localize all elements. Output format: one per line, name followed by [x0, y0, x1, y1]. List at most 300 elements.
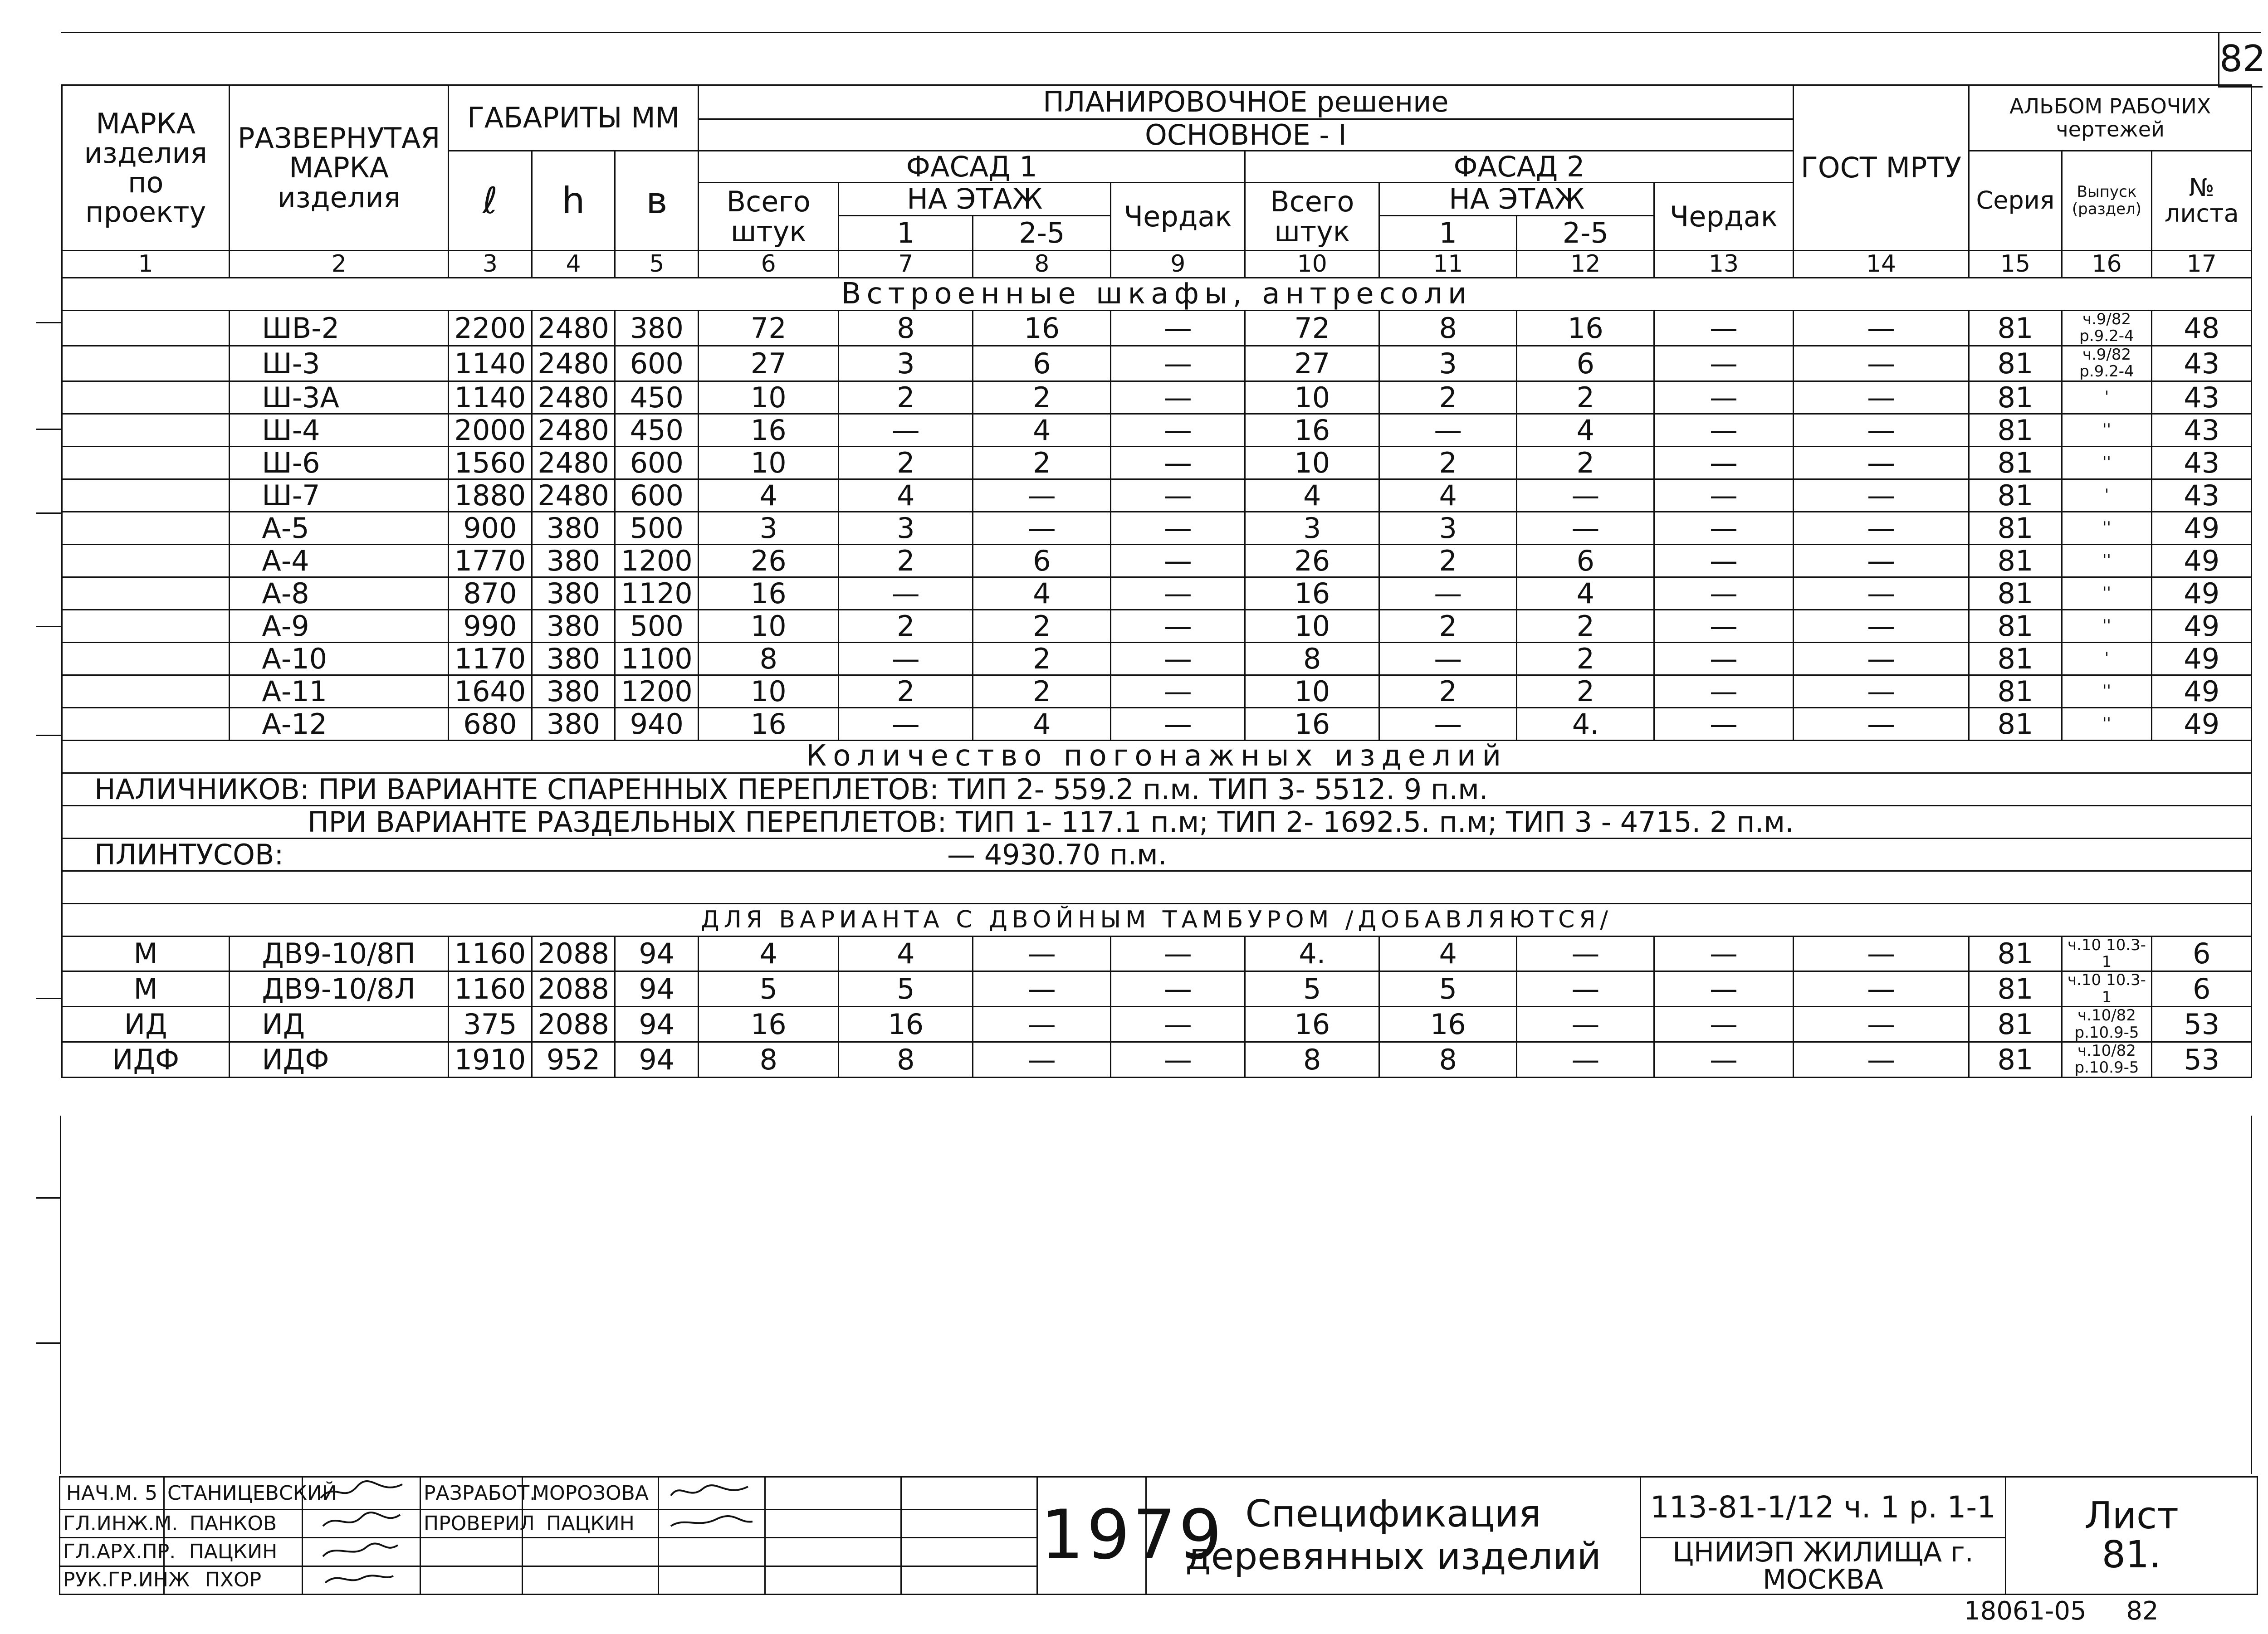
table-cell: — — [1654, 936, 1793, 971]
table-cell: 4 — [973, 577, 1111, 610]
table-cell: — — [1517, 1007, 1654, 1042]
table-cell: 4 — [973, 707, 1111, 740]
table-cell: Ш-7 — [230, 479, 449, 512]
table-cell: 81 — [1969, 1007, 2062, 1042]
header-na-etazh-label: НА ЭТАЖ — [1380, 183, 1653, 216]
header-cherdak-2: Чердак — [1654, 183, 1793, 251]
table-cell: 2 — [973, 642, 1111, 675]
header-b: в — [615, 151, 699, 251]
table-cell: А-11 — [230, 675, 449, 707]
table-cell: А-9 — [230, 610, 449, 642]
table-cell: — — [1793, 675, 1969, 707]
signature-image — [316, 1567, 407, 1590]
table-cell: 81 — [1969, 479, 2062, 512]
table-cell: 16 — [699, 1007, 839, 1042]
table-cell: 49 — [2152, 642, 2252, 675]
table-cell: — — [1654, 1007, 1793, 1042]
table-cell: 2480 — [532, 479, 615, 512]
table-cell: 2480 — [532, 311, 615, 346]
table-cell: 940 — [615, 707, 699, 740]
table-cell: 900 — [449, 512, 532, 544]
table-cell: 43 — [2152, 479, 2252, 512]
table-cell: — — [1517, 971, 1654, 1007]
tb-signature-3 — [303, 1538, 420, 1566]
binding-mark — [36, 735, 61, 736]
binding-mark — [36, 998, 61, 999]
table-cell: — — [1793, 577, 1969, 610]
table-cell — [62, 544, 230, 577]
table-cell: — — [1654, 642, 1793, 675]
table-cell: 8 — [839, 1042, 973, 1077]
tb-signature-2 — [303, 1510, 420, 1538]
tb-signature-1 — [303, 1477, 420, 1510]
table-cell: 16 — [1245, 414, 1379, 446]
table-cell: — — [973, 479, 1111, 512]
table-cell: 81 — [1969, 971, 2062, 1007]
table-cell: 500 — [615, 610, 699, 642]
table-cell: ꞌꞌ — [2062, 610, 2152, 642]
table-cell: — — [839, 577, 973, 610]
table-cell: 600 — [615, 446, 699, 479]
table-cell: 500 — [615, 512, 699, 544]
tb-name-3: ПАЦКИН — [164, 1538, 303, 1566]
table-cell: 3 — [699, 512, 839, 544]
table-cell: 81 — [1969, 512, 2062, 544]
table-cell: 94 — [615, 1042, 699, 1077]
table-cell: — — [1379, 577, 1517, 610]
table-cell: 2480 — [532, 414, 615, 446]
tb-cell — [901, 1538, 1037, 1566]
table-row — [62, 675, 2252, 707]
binding-mark — [36, 512, 61, 514]
table-cell: — — [839, 707, 973, 740]
table-cell: 26 — [699, 544, 839, 577]
table-cell: 2 — [1517, 642, 1654, 675]
table-cell: 81 — [1969, 544, 2062, 577]
tb-name-4: ПХОР — [164, 1566, 303, 1594]
table-row — [62, 936, 2252, 971]
table-cell: 4 — [1379, 479, 1517, 512]
table-cell — [62, 346, 230, 381]
footer-stamp — [1964, 1596, 2159, 1626]
column-number: 8 — [973, 251, 1111, 278]
table-cell: 2 — [1379, 381, 1517, 414]
table-cell: 1160 — [449, 936, 532, 971]
table-cell: А-12 — [230, 707, 449, 740]
table-cell: 6 — [1517, 544, 1654, 577]
empty-row — [62, 871, 2252, 903]
header-vypusk: Выпуск (раздел) — [2062, 151, 2152, 251]
table-cell: 4. — [1245, 936, 1379, 971]
table-cell: — — [1793, 707, 1969, 740]
header-fasad1: ФАСАД 1 — [699, 151, 1245, 183]
footer-code: 18061-05 — [1964, 1596, 2087, 1626]
table-cell: 2088 — [532, 1007, 615, 1042]
table-row — [62, 446, 2252, 479]
table-cell: — — [1654, 479, 1793, 512]
tb-list-label: Лист — [2084, 1494, 2179, 1537]
header-gabarity: ГАБАРИТЫ ММ — [449, 85, 699, 151]
table-cell: 6 — [1517, 346, 1654, 381]
top-border-line — [61, 32, 2261, 33]
table-cell: 8 — [1379, 311, 1517, 346]
table-cell: 2 — [973, 381, 1111, 414]
table-cell: 49 — [2152, 675, 2252, 707]
column-number: 5 — [615, 251, 699, 278]
table-cell: — — [1793, 1007, 1969, 1042]
header-etazh-2-5: 2-5 — [1562, 216, 1608, 249]
table-cell: 16 — [1245, 707, 1379, 740]
header-na-etazh-label: НА ЭТАЖ — [839, 183, 1110, 216]
tb-cell — [659, 1566, 765, 1594]
table-cell: 81 — [1969, 642, 2062, 675]
table-cell: 1140 — [449, 346, 532, 381]
table-cell: ч.10/82 р.10.9-5 — [2062, 1042, 2152, 1077]
header-fasad2: ФАСАД 2 — [1245, 151, 1793, 183]
table-cell: 4 — [839, 479, 973, 512]
table-cell: — — [1654, 971, 1793, 1007]
table-cell: 1880 — [449, 479, 532, 512]
table-cell: 1100 — [615, 642, 699, 675]
table-cell: — — [1111, 512, 1245, 544]
table-cell: — — [1793, 346, 1969, 381]
header-gost: ГОСТ МРТУ — [1793, 85, 1969, 251]
table-cell — [62, 446, 230, 479]
table-cell: — — [1111, 971, 1245, 1007]
table-cell: 4 — [973, 414, 1111, 446]
table-cell: 1140 — [449, 381, 532, 414]
table-cell: — — [1111, 675, 1245, 707]
table-cell — [62, 311, 230, 346]
table-cell: — — [839, 642, 973, 675]
tb-list-value: 81. — [2102, 1533, 2161, 1576]
table-cell — [62, 414, 230, 446]
column-number: 11 — [1379, 251, 1517, 278]
table-cell — [62, 707, 230, 740]
header-etazh-1: 1 — [1380, 216, 1517, 250]
table-cell: ꞌꞌ — [2062, 512, 2152, 544]
table-cell: 2088 — [532, 971, 615, 1007]
table-cell: ꞌꞌ — [2062, 577, 2152, 610]
table-row — [62, 577, 2252, 610]
table-cell: 81 — [1969, 577, 2062, 610]
table-cell: — — [1517, 1042, 1654, 1077]
section1-title: Встроенные шкафы, антресоли — [62, 278, 2252, 311]
column-number: 10 — [1245, 251, 1379, 278]
table-cell: ИД — [230, 1007, 449, 1042]
table-row — [62, 346, 2252, 381]
table-row — [62, 1042, 2252, 1077]
header-cherdak-1: Чердак — [1111, 183, 1245, 251]
table-cell: ꞌꞌ — [2062, 675, 2152, 707]
table-cell: 5 — [839, 971, 973, 1007]
table-cell: 2 — [1517, 675, 1654, 707]
table-cell: — — [1793, 311, 1969, 346]
table-cell: 2 — [839, 544, 973, 577]
column-number: 4 — [532, 251, 615, 278]
table-cell: 1160 — [449, 971, 532, 1007]
table-cell: ч.10 10.3-1 — [2062, 971, 2152, 1007]
table-cell: Ш-3 — [230, 346, 449, 381]
table-cell: — — [1793, 414, 1969, 446]
table-cell: — — [1379, 642, 1517, 675]
binding-mark — [36, 1342, 61, 1344]
table-cell: 1640 — [449, 675, 532, 707]
table-cell: 380 — [532, 544, 615, 577]
table-cell: 10 — [1245, 381, 1379, 414]
table-cell: 8 — [1379, 1042, 1517, 1077]
table-cell: 43 — [2152, 446, 2252, 479]
table-cell: — — [973, 512, 1111, 544]
table-row — [62, 642, 2252, 675]
table-cell: 380 — [615, 311, 699, 346]
right-border-line — [2251, 1116, 2252, 1474]
table-cell: — — [1654, 346, 1793, 381]
table-cell: — — [1654, 577, 1793, 610]
header-vsego-1: Всего штук — [699, 183, 839, 251]
table-cell: 16 — [1245, 1007, 1379, 1042]
table-cell: 380 — [532, 675, 615, 707]
header-marka: МАРКА изделия по проекту — [62, 85, 230, 251]
table-cell: — — [1793, 381, 1969, 414]
tb-cell — [420, 1566, 523, 1594]
table-cell: 4 — [1379, 936, 1517, 971]
table-cell: 450 — [615, 381, 699, 414]
nalichniki-line-1: НАЛИЧНИКОВ: ПРИ ВАРИАНТЕ СПАРЕННЫХ ПЕРЕПЛЕТОВ: ТИП 2- 559.2 п.м. ТИП 3- 5512. 9 п.м. — [62, 773, 2252, 805]
table-cell: — — [1111, 707, 1245, 740]
table-cell: — — [1793, 971, 1969, 1007]
table-cell: 2 — [973, 446, 1111, 479]
table-cell: 81 — [1969, 311, 2062, 346]
table-cell: 94 — [615, 1007, 699, 1042]
table-cell: 6 — [2152, 971, 2252, 1007]
table-cell: — — [1111, 577, 1245, 610]
column-number: 3 — [449, 251, 532, 278]
tb-check-label: ПРОВЕРИЛ — [420, 1510, 523, 1538]
table-cell: — — [1517, 512, 1654, 544]
table-cell: 49 — [2152, 544, 2252, 577]
table-cell: Ш-4 — [230, 414, 449, 446]
table-row — [62, 544, 2252, 577]
table-cell: 43 — [2152, 346, 2252, 381]
tb-code: 113-81-1/12 ч. 1 р. 1-1 — [1641, 1477, 2006, 1538]
table-cell: — — [1654, 675, 1793, 707]
table-row — [62, 1007, 2252, 1042]
table-cell: 3 — [839, 512, 973, 544]
table-cell: 2 — [1379, 675, 1517, 707]
table-cell: 3 — [839, 346, 973, 381]
table-cell: 1770 — [449, 544, 532, 577]
tb-role-4: РУК.ГР.ИНЖ — [60, 1566, 164, 1594]
nalichniki-line-2: ПРИ ВАРИАНТЕ РАЗДЕЛЬНЫХ ПЕРЕПЛЕТОВ: ТИП 1- 117.1 п.м; ТИП 2- 1692.5. п.м; ТИП 3 - 4715. 2 п.м. — [62, 805, 2252, 838]
column-number: 12 — [1517, 251, 1654, 278]
table-cell: 2200 — [449, 311, 532, 346]
table-cell: 2 — [1379, 544, 1517, 577]
table-cell: 10 — [1245, 610, 1379, 642]
tb-cell — [765, 1566, 901, 1594]
table-cell: 380 — [532, 512, 615, 544]
plintusy-value: — 4930.70 п.м. — [947, 838, 1167, 871]
table-cell: 27 — [1245, 346, 1379, 381]
table-cell: — — [1111, 346, 1245, 381]
table-cell: 5 — [1379, 971, 1517, 1007]
tb-cell — [659, 1538, 765, 1566]
column-number: 7 — [839, 251, 973, 278]
table-cell: — — [1111, 479, 1245, 512]
table-cell: — — [1111, 414, 1245, 446]
table-cell: — — [1111, 1042, 1245, 1077]
table-cell: 8 — [1245, 1042, 1379, 1077]
table-cell: 4 — [699, 936, 839, 971]
table-cell: А-8 — [230, 577, 449, 610]
table-cell: 380 — [532, 642, 615, 675]
header-na-etazh-1 — [839, 183, 1111, 251]
section3-title: ДЛЯ ВАРИАНТА С ДВОЙНЫМ ТАМБУРОМ /ДОБАВЛЯЮТСЯ/ — [62, 903, 2252, 936]
table-cell: — — [1793, 642, 1969, 675]
table-cell: 6 — [973, 346, 1111, 381]
table-cell — [62, 642, 230, 675]
table-cell — [62, 675, 230, 707]
table-cell: ꞌꞌ — [2062, 544, 2152, 577]
table-cell: 27 — [699, 346, 839, 381]
table-cell: 375 — [449, 1007, 532, 1042]
column-numbers-row — [62, 251, 2252, 278]
table-cell: — — [1111, 1007, 1245, 1042]
table-cell: 49 — [2152, 512, 2252, 544]
tb-name-2: ПАНКОВ — [164, 1510, 303, 1538]
table-cell: — — [1111, 642, 1245, 675]
column-number: 6 — [699, 251, 839, 278]
table-cell: ч.10/82 р.10.9-5 — [2062, 1007, 2152, 1042]
table-cell: ч.10 10.3-1 — [2062, 936, 2152, 971]
table-cell: 16 — [699, 414, 839, 446]
header-osnovnoe: ОСНОВНОЕ - I — [699, 119, 1794, 151]
signature-image — [666, 1478, 757, 1505]
table-cell: 380 — [532, 707, 615, 740]
table-cell: ꞌ — [2062, 479, 2152, 512]
table-cell: 2 — [1517, 610, 1654, 642]
tb-name-1: СТАНИЦЕВСКИЙ — [164, 1477, 303, 1510]
table-cell: 81 — [1969, 414, 2062, 446]
table-cell: 81 — [1969, 446, 2062, 479]
table-row — [62, 971, 2252, 1007]
header-plan: ПЛАНИРОВОЧНОЕ решение — [699, 85, 1794, 119]
table-cell: ДВ9-10/8П — [230, 936, 449, 971]
header-vsego-2: Всего штук — [1245, 183, 1379, 251]
table-cell: ч.9/82 р.9.2-4 — [2062, 311, 2152, 346]
table-cell: 2 — [1379, 446, 1517, 479]
table-cell: 16 — [699, 577, 839, 610]
table-cell: 2 — [839, 381, 973, 414]
table-cell: ИДФ — [230, 1042, 449, 1077]
table-cell: 3 — [1245, 512, 1379, 544]
tb-dev-name: МОРОЗОВА — [523, 1477, 659, 1510]
table-row — [62, 707, 2252, 740]
signature-image — [316, 1538, 407, 1561]
table-cell: 380 — [532, 577, 615, 610]
table-cell: — — [1654, 512, 1793, 544]
table-cell: 48 — [2152, 311, 2252, 346]
table-cell: — — [1111, 311, 1245, 346]
table-cell: 2 — [839, 675, 973, 707]
table-cell: 2088 — [532, 936, 615, 971]
table-cell: 4 — [1245, 479, 1379, 512]
table-cell: 72 — [699, 311, 839, 346]
table-cell: 4 — [839, 936, 973, 971]
tb-org: ЦНИИЭП ЖИЛИЩА г. МОСКВА — [1641, 1538, 2006, 1594]
table-cell: 26 — [1245, 544, 1379, 577]
tb-cell — [765, 1477, 901, 1510]
table-cell: 6 — [2152, 936, 2252, 971]
left-border-line — [60, 1116, 61, 1474]
table-cell: 4. — [1517, 707, 1654, 740]
table-cell — [62, 610, 230, 642]
table-cell: 1120 — [615, 577, 699, 610]
table-cell: 2 — [973, 675, 1111, 707]
table-cell: 1560 — [449, 446, 532, 479]
table-cell: 16 — [699, 707, 839, 740]
table-cell: 450 — [615, 414, 699, 446]
table-cell: 2 — [839, 610, 973, 642]
table-cell: 53 — [2152, 1042, 2252, 1077]
table-cell: — — [973, 1007, 1111, 1042]
table-cell: М — [62, 936, 230, 971]
specification-table — [61, 84, 2252, 1078]
table-cell: — — [1379, 414, 1517, 446]
column-number: 1 — [62, 251, 230, 278]
table-row — [62, 610, 2252, 642]
table-cell: ꞌꞌ — [2062, 414, 2152, 446]
table-cell: 16 — [1245, 577, 1379, 610]
column-number: 14 — [1793, 251, 1969, 278]
table-cell: 10 — [1245, 675, 1379, 707]
table-cell: 2 — [973, 610, 1111, 642]
header-l: ℓ — [449, 151, 532, 251]
table-cell — [62, 512, 230, 544]
table-row — [62, 381, 2252, 414]
tb-title: Спецификация деревянных изделий — [1146, 1477, 1641, 1595]
table-cell: А-10 — [230, 642, 449, 675]
column-number: 15 — [1969, 251, 2062, 278]
table-cell: 952 — [532, 1042, 615, 1077]
table-cell: А-5 — [230, 512, 449, 544]
section1-rows — [62, 311, 2252, 741]
binding-mark — [36, 429, 61, 430]
sheet-number-box — [2218, 32, 2266, 88]
table-cell: 380 — [532, 610, 615, 642]
table-cell: — — [1793, 1042, 1969, 1077]
binding-mark — [36, 1197, 61, 1199]
table-cell: 600 — [615, 346, 699, 381]
table-cell: Ш-6 — [230, 446, 449, 479]
plintusy-line — [62, 838, 2252, 871]
sheet-number: 82 — [2219, 38, 2266, 80]
table-cell: 8 — [699, 642, 839, 675]
table-cell: 53 — [2152, 1007, 2252, 1042]
table-cell: — — [1111, 610, 1245, 642]
tb-role-1: НАЧ.М. 5 — [60, 1477, 164, 1510]
table-cell: 870 — [449, 577, 532, 610]
table-cell: 680 — [449, 707, 532, 740]
binding-mark — [36, 322, 61, 323]
tb-cell — [901, 1566, 1037, 1594]
table-cell: А-4 — [230, 544, 449, 577]
column-number: 2 — [230, 251, 449, 278]
tb-cell — [901, 1510, 1037, 1538]
table-cell: ч.9/82 р.9.2-4 — [2062, 346, 2152, 381]
table-cell: ꞌ — [2062, 642, 2152, 675]
table-cell: — — [1379, 707, 1517, 740]
